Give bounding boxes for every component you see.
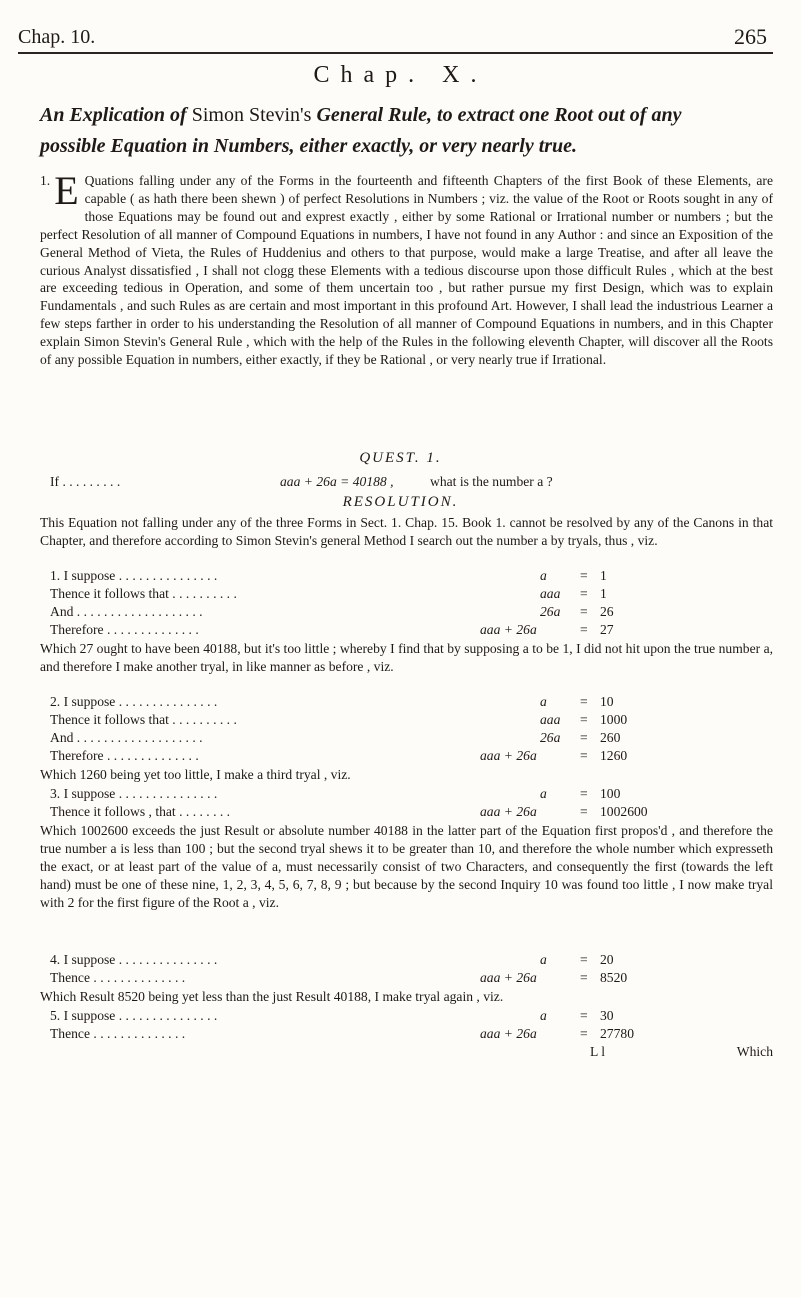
trial-result: 260 bbox=[600, 730, 621, 745]
trial-result: 1000 bbox=[600, 712, 628, 727]
trial-expression: aaa + 26a bbox=[480, 804, 537, 819]
signature-mark: L l bbox=[590, 1044, 605, 1059]
equals-sign: = bbox=[580, 748, 588, 763]
trial-result: 1002600 bbox=[600, 804, 648, 819]
line-6: Which Result 8520 being yet less than the just Result 40188, I make tryal again , viz. bbox=[40, 989, 504, 1004]
trial-result: 100 bbox=[600, 786, 621, 801]
question-tail: what is the number a ? bbox=[430, 474, 553, 489]
trial-result: 26 bbox=[600, 604, 614, 619]
trial-label: Thence . . . . . . . . . . . . . . bbox=[50, 970, 186, 985]
trial-label: 2. I suppose . . . . . . . . . . . . . . . bbox=[50, 694, 218, 709]
question-line bbox=[40, 474, 751, 491]
equals-sign: = bbox=[580, 694, 588, 709]
equals-sign: = bbox=[580, 786, 588, 801]
equals-sign: = bbox=[580, 970, 588, 985]
question-lead: If . . . . . . . . . bbox=[50, 474, 121, 489]
trial-label: And . . . . . . . . . . . . . . . . . . . bbox=[50, 730, 203, 745]
trial-label: Therefore . . . . . . . . . . . . . . bbox=[50, 622, 199, 637]
trial-row bbox=[40, 952, 751, 969]
trial-row bbox=[40, 730, 751, 747]
trial-result: 10 bbox=[600, 694, 614, 709]
trial-expression: aaa + 26a bbox=[480, 970, 537, 985]
heading-name: Simon Stevin's bbox=[191, 104, 312, 126]
trial-expression: a bbox=[540, 952, 547, 967]
trial-row bbox=[40, 586, 751, 603]
trial-result: 30 bbox=[600, 1008, 614, 1023]
trial-row bbox=[40, 622, 751, 639]
trial-row bbox=[40, 970, 751, 987]
trial-label: And . . . . . . . . . . . . . . . . . . . bbox=[50, 604, 203, 619]
heading-part-1: An Explication of bbox=[40, 104, 187, 126]
equals-sign: = bbox=[580, 952, 588, 967]
trial-expression: 26a bbox=[540, 604, 561, 619]
page-number: 265 bbox=[734, 24, 767, 49]
paragraph-number: 1. bbox=[40, 173, 51, 188]
trial-result: 27780 bbox=[600, 1026, 634, 1041]
paragraph-2: This Equation not falling under any of the three Forms in Sect. 1. Chap. 15. Book 1. cannot be resolved by any of the Canons in that Chapter, and therefore according to Simon Stevin's general Method I search out the number a by tryals, thus , viz. bbox=[40, 515, 773, 548]
trial-expression: a bbox=[540, 786, 547, 801]
trial-label: Therefore . . . . . . . . . . . . . . bbox=[50, 748, 199, 763]
trial-expression: aaa + 26a bbox=[480, 1026, 537, 1041]
trial-expression: aaa bbox=[540, 586, 561, 601]
trial-row bbox=[40, 786, 751, 803]
chapter-title: Chap. X. bbox=[313, 62, 488, 88]
trial-row bbox=[40, 712, 751, 729]
trial-expression: aaa + 26a bbox=[480, 622, 537, 637]
trial-label: 5. I suppose . . . . . . . . . . . . . . . bbox=[50, 1008, 218, 1023]
equals-sign: = bbox=[580, 1008, 588, 1023]
trial-label: Thence it follows that . . . . . . . . . . bbox=[50, 712, 237, 727]
trial-expression: aaa bbox=[540, 712, 561, 727]
trial-expression: aaa + 26a bbox=[480, 748, 537, 763]
trial-row bbox=[40, 568, 751, 585]
trial-expression: a bbox=[540, 1008, 547, 1023]
trial-row bbox=[40, 804, 751, 821]
trial-result: 1 bbox=[600, 568, 607, 583]
trial-row bbox=[40, 1008, 751, 1025]
drop-cap: E bbox=[54, 168, 79, 213]
heading-part-2: General Rule, to extract one Root out of any possible Equation in Numbers, either exactly, or very nearly true. bbox=[40, 104, 682, 157]
paragraph-5: Which 1002600 exceeds the just Result or absolute number 40188 in the latter part of the Equation first propos'd , and therefore the true number a is less than 100 ; but the second tryal shews it to be greater than 10, and therefore the whole number which expresseth the exact, or at least part of the value of a, must necessarily consist of two Characters, and consequently the first (towards the left hand) must be one of these nine, 1, 2, 3, 4, 5, 6, 7, 8, 9 ; but because by the second Inquiry 10 was found too little , I now make tryal with 2 for the first figure of the Root a , viz. bbox=[40, 823, 773, 910]
trial-row bbox=[40, 694, 751, 711]
trial-expression: a bbox=[540, 568, 547, 583]
trial-result: 1 bbox=[600, 586, 607, 601]
trial-row bbox=[40, 1026, 751, 1043]
trial-row bbox=[40, 748, 751, 765]
catchword: Which bbox=[736, 1044, 773, 1059]
equals-sign: = bbox=[580, 568, 588, 583]
equals-sign: = bbox=[580, 804, 588, 819]
trial-label: Thence it follows , that . . . . . . . . bbox=[50, 804, 231, 819]
equals-sign: = bbox=[580, 622, 588, 637]
trial-result: 1260 bbox=[600, 748, 628, 763]
trial-result: 27 bbox=[600, 622, 614, 637]
trial-label: 4. I suppose . . . . . . . . . . . . . . . bbox=[50, 952, 218, 967]
line-4: Which 1260 being yet too little, I make a third tryal , viz. bbox=[40, 767, 351, 782]
equals-sign: = bbox=[580, 1026, 588, 1041]
trial-label: Thence it follows that . . . . . . . . . . bbox=[50, 586, 237, 601]
paragraph-1 bbox=[40, 168, 773, 369]
trial-expression: a bbox=[540, 694, 547, 709]
chapter-number: Chap. 10. bbox=[18, 26, 96, 48]
equals-sign: = bbox=[580, 586, 588, 601]
trial-result: 8520 bbox=[600, 970, 628, 985]
question-expression: aaa + 26a = 40188 , bbox=[280, 474, 394, 489]
trial-label: 1. I suppose . . . . . . . . . . . . . . . bbox=[50, 568, 218, 583]
trial-label: Thence . . . . . . . . . . . . . . bbox=[50, 1026, 186, 1041]
trial-result: 20 bbox=[600, 952, 614, 967]
trial-row bbox=[40, 604, 751, 621]
paragraph-3: Which 27 ought to have been 40188, but it's too little ; whereby I find that by supposing a to be 1, I did not hit upon the true number a, and therefore I make another tryal, in like manner as before , viz. bbox=[40, 641, 773, 674]
equals-sign: = bbox=[580, 730, 588, 745]
resolution-heading: RESOLUTION. bbox=[342, 494, 459, 510]
chapter-heading bbox=[40, 100, 741, 162]
trial-expression: 26a bbox=[540, 730, 561, 745]
equals-sign: = bbox=[580, 604, 588, 619]
header-rule bbox=[18, 52, 773, 54]
paragraph-1-text: Quations falling under any of the Forms in the fourteenth and fifteenth Chapters of the first Book of these Elements, are capable ( as hath there been shewn ) of perfect Resolutions in Numbers ; viz. the value of the Root or Roots sought in any of those Equations may be found out and exprest exactly , either by some Rational or Irrational number or numbers ; but the perfect Resolution of all manner of Compound Equations in numbers, I have not found in any Author : and since an Exposition of the General Method of Vieta, the Rules of Huddenius and others to that purpose, would make a large Treatise, and after all leave the curious Analyst dissatisfied , I shall not clogg these Elements with a tedious discourse upon those difficult Rules , which at the best are exceeding tedious in Operation, and some of them uncertain too , but rather pursue my first Design, which was to explain Fundamentals , and such Rules as are certain and most important in this profound Art. However, I shall lead the industrious Learner a few steps farther in order to his understanding the Resolution of all manner of Compound Equations in numbers, and in this Chapter explain Simon Stevin's General Rule , which with the help of the Rules in the following eleventh Chapter, will discover all the Roots of any possible Equation in numbers, either exactly, if they be Rational , or very nearly true if Irrational. bbox=[40, 173, 773, 368]
quest-heading: QUEST. 1. bbox=[359, 450, 442, 466]
trial-label: 3. I suppose . . . . . . . . . . . . . . . bbox=[50, 786, 218, 801]
equals-sign: = bbox=[580, 712, 588, 727]
running-header bbox=[18, 0, 773, 60]
